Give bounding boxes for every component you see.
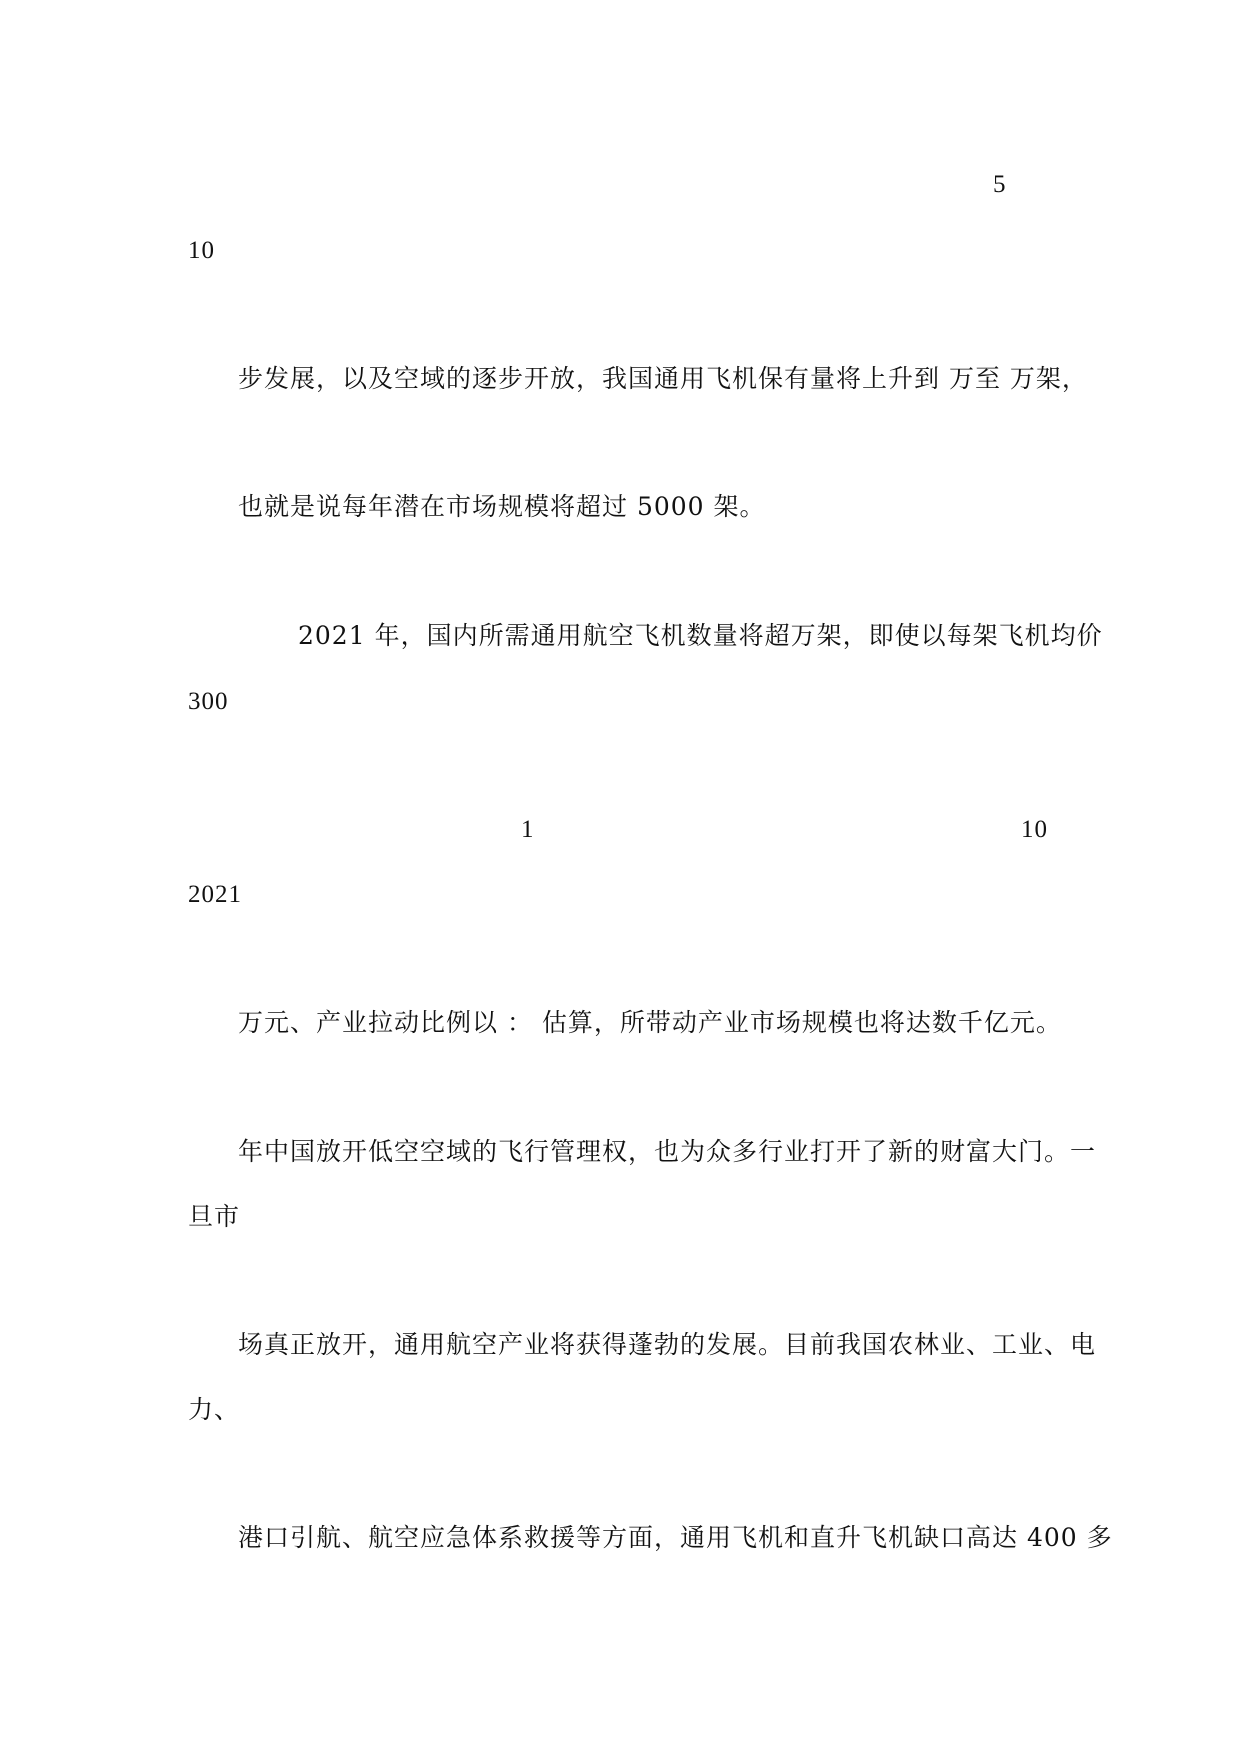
text-line-continuation-1: 旦市 — [188, 1202, 241, 1231]
text-line-number-5: 5 — [993, 171, 1007, 198]
text-line-number-10: 10 — [188, 237, 215, 264]
text-line-2021-demand: 2021 年，国内所需通用航空飞机数量将超万架，即使以每架飞机均价 — [298, 621, 1103, 650]
text-line-number-1: 1 — [521, 816, 535, 843]
text-line-port-pilotage: 港口引航、航空应急体系救援等方面，通用飞机和直升飞机缺口高达 400 多 — [238, 1523, 1113, 1552]
text-line-number-10b: 10 — [1021, 816, 1048, 843]
text-line-airspace-opening: 步发展，以及空域的逐步开放，我国通用飞机保有量将上升到 万至 万架， — [238, 364, 1088, 393]
text-line-continuation-2: 力、 — [188, 1395, 241, 1424]
text-line-market-scale: 也就是说每年潜在市场规模将超过 5000 架。 — [238, 492, 766, 521]
text-line-low-altitude: 年中国放开低空空域的飞行管理权，也为众多行业打开了新的财富大门。一 — [238, 1137, 1097, 1166]
text-line-market-open: 场真正放开，通用航空产业将获得蓬勃的发展。目前我国农林业、工业、电 — [238, 1330, 1097, 1359]
text-line-number-2021: 2021 — [188, 881, 242, 908]
text-line-industry-scale: 万元、产业拉动比例以 ： 估算，所带动产业市场规模也将达数千亿元。 — [238, 1008, 1062, 1037]
text-line-number-300: 300 — [188, 688, 229, 715]
